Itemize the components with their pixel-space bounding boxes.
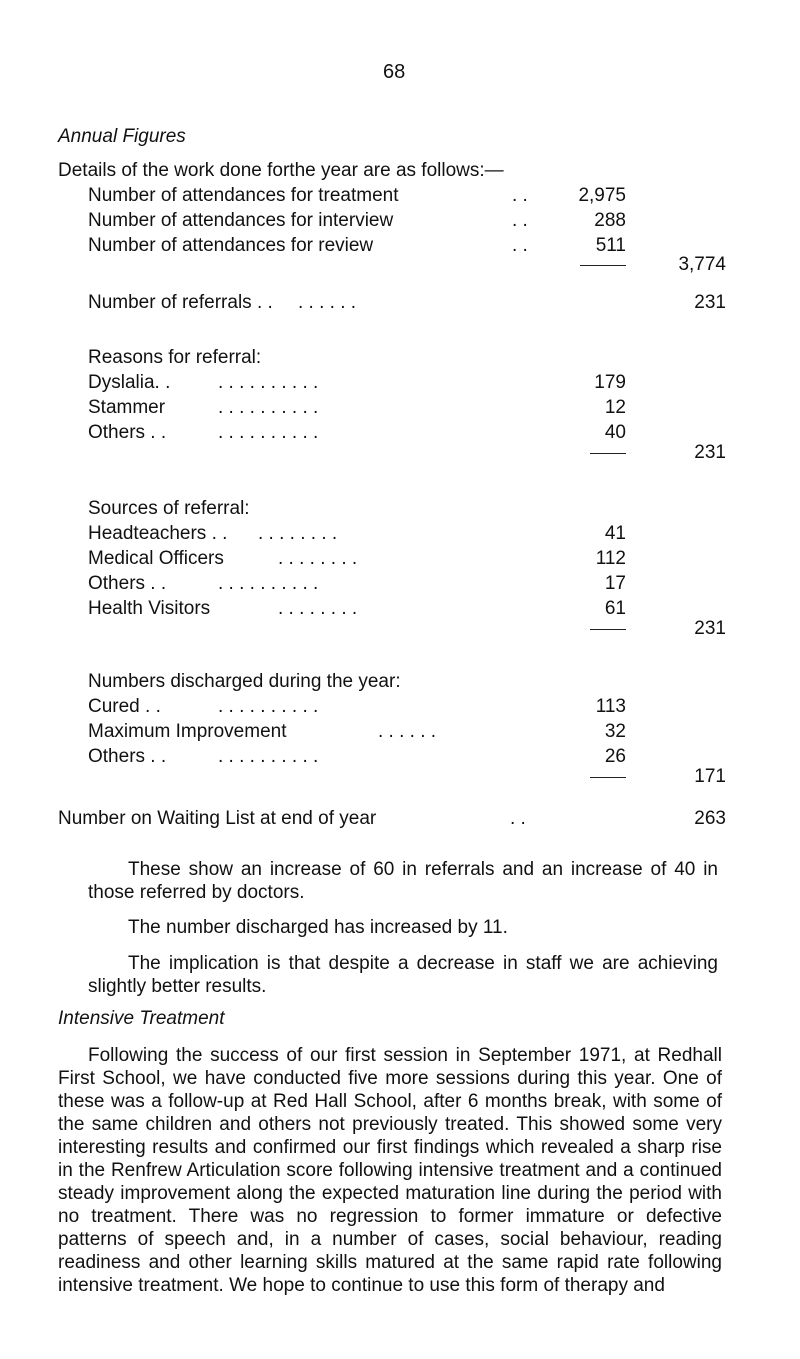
discharged-others-label: Others . .: [88, 746, 167, 767]
source-medical-officers-label: Medical Officers: [88, 548, 224, 569]
waiting-list-label: Number on Waiting List at end of year: [58, 808, 377, 829]
leader-dots: . .: [512, 235, 528, 256]
sources-total: 231: [694, 618, 726, 639]
attendance-treatment-label: Number of attendances for treatment: [88, 185, 399, 206]
sources-heading: Sources of referral:: [88, 498, 250, 519]
paragraph-discharged-increase: The number discharged has increased by 11.: [128, 917, 508, 938]
intro-line: Details of the work done forthe year are as follows:—: [58, 160, 504, 181]
reason-others-label: Others . .: [88, 422, 167, 443]
attendance-treatment-value: 2,975: [578, 185, 626, 206]
leader-dots: . . . . . .: [298, 292, 357, 313]
discharged-cured-label: Cured . .: [88, 696, 161, 717]
subtotal-rule: [590, 629, 626, 630]
source-headteachers-label: Headteachers . .: [88, 523, 228, 544]
waiting-list-value: 263: [694, 808, 726, 829]
leader-dots: . . . . . . . .: [278, 548, 358, 569]
attendance-interview-label: Number of attendances for interview: [88, 210, 394, 231]
subtotal-rule: [590, 453, 626, 454]
reasons-total: 231: [694, 442, 726, 463]
source-others-label: Others . .: [88, 573, 167, 594]
leader-dots: . . . . . .: [378, 721, 437, 742]
leader-dots: . . . . . . . . . .: [218, 573, 319, 594]
leader-dots: . . . . . . . . . .: [218, 422, 319, 443]
referrals-value: 231: [694, 292, 726, 313]
leader-dots: . . . . . . . . . .: [218, 372, 319, 393]
attendance-review-value: 511: [595, 235, 626, 256]
leader-dots: . .: [512, 210, 528, 231]
leader-dots: . . . . . . . . . .: [218, 746, 319, 767]
section-heading-intensive-treatment: Intensive Treatment: [58, 1008, 225, 1029]
leader-dots: . .: [512, 185, 528, 206]
discharged-total: 171: [694, 766, 726, 787]
page-number: 68: [383, 61, 406, 83]
source-health-visitors-label: Health Visitors: [88, 598, 211, 619]
leader-dots: . .: [510, 808, 526, 829]
subtotal-rule: [580, 265, 626, 266]
leader-dots: . . . . . . . .: [278, 598, 358, 619]
discharged-heading: Numbers discharged during the year:: [88, 671, 401, 692]
reasons-heading: Reasons for referral:: [88, 347, 262, 368]
referrals-label: Number of referrals . .: [88, 292, 273, 313]
reason-dyslalia-label: Dyslalia. .: [88, 372, 171, 393]
source-others-value: 17: [604, 573, 626, 594]
source-medical-officers-value: 112: [595, 548, 626, 569]
discharged-maximum-improvement-value: 32: [604, 721, 626, 742]
reason-stammer-value: 12: [604, 397, 626, 418]
attendances-total: 3,774: [678, 254, 726, 275]
reason-stammer-label: Stammer: [88, 397, 166, 418]
leader-dots: . . . . . . . .: [258, 523, 338, 544]
paragraph-referrals-increase: These show an increase of 60 in referrals and an increase of 40 in those referred by doctors.: [88, 859, 718, 903]
source-headteachers-value: 41: [604, 523, 626, 544]
leader-dots: . . . . . . . . . .: [218, 397, 319, 418]
attendance-review-label: Number of attendances for review: [88, 235, 374, 256]
source-health-visitors-value: 61: [604, 598, 626, 619]
section-heading-annual-figures: Annual Figures: [58, 126, 186, 147]
subtotal-rule: [590, 777, 626, 778]
paragraph-intensive-treatment: Following the success of our first session in September 1971, at Redhall First School, we have conducted five more sessions during this year. One of these was a follow-up at Red Hall School, after 6 months break, with some of the same children and others not previously treated. This showed some very interesting results and confirmed our first findings which revealed a sharp rise in the Renfrew Articulation score following intensive treatment and a continued steady improvement along the expected maturation line during the period with no treatment. There was no regression to former immature or defective patterns of speech and, in a number of cases, social behaviour, reading readiness and other learning skills matured at the same rapid rate following intensive treatment. We hope to continue to use this form of therapy and: [58, 1045, 722, 1296]
discharged-cured-value: 113: [595, 696, 626, 717]
reason-others-value: 40: [604, 422, 626, 443]
discharged-maximum-improvement-label: Maximum Improvement: [88, 721, 287, 742]
paragraph-implication: The implication is that despite a decrease in staff we are achieving slightly better results.: [88, 953, 718, 997]
leader-dots: . . . . . . . . . .: [218, 696, 319, 717]
attendance-interview-value: 288: [594, 210, 626, 231]
reason-dyslalia-value: 179: [594, 372, 626, 393]
discharged-others-value: 26: [604, 746, 626, 767]
